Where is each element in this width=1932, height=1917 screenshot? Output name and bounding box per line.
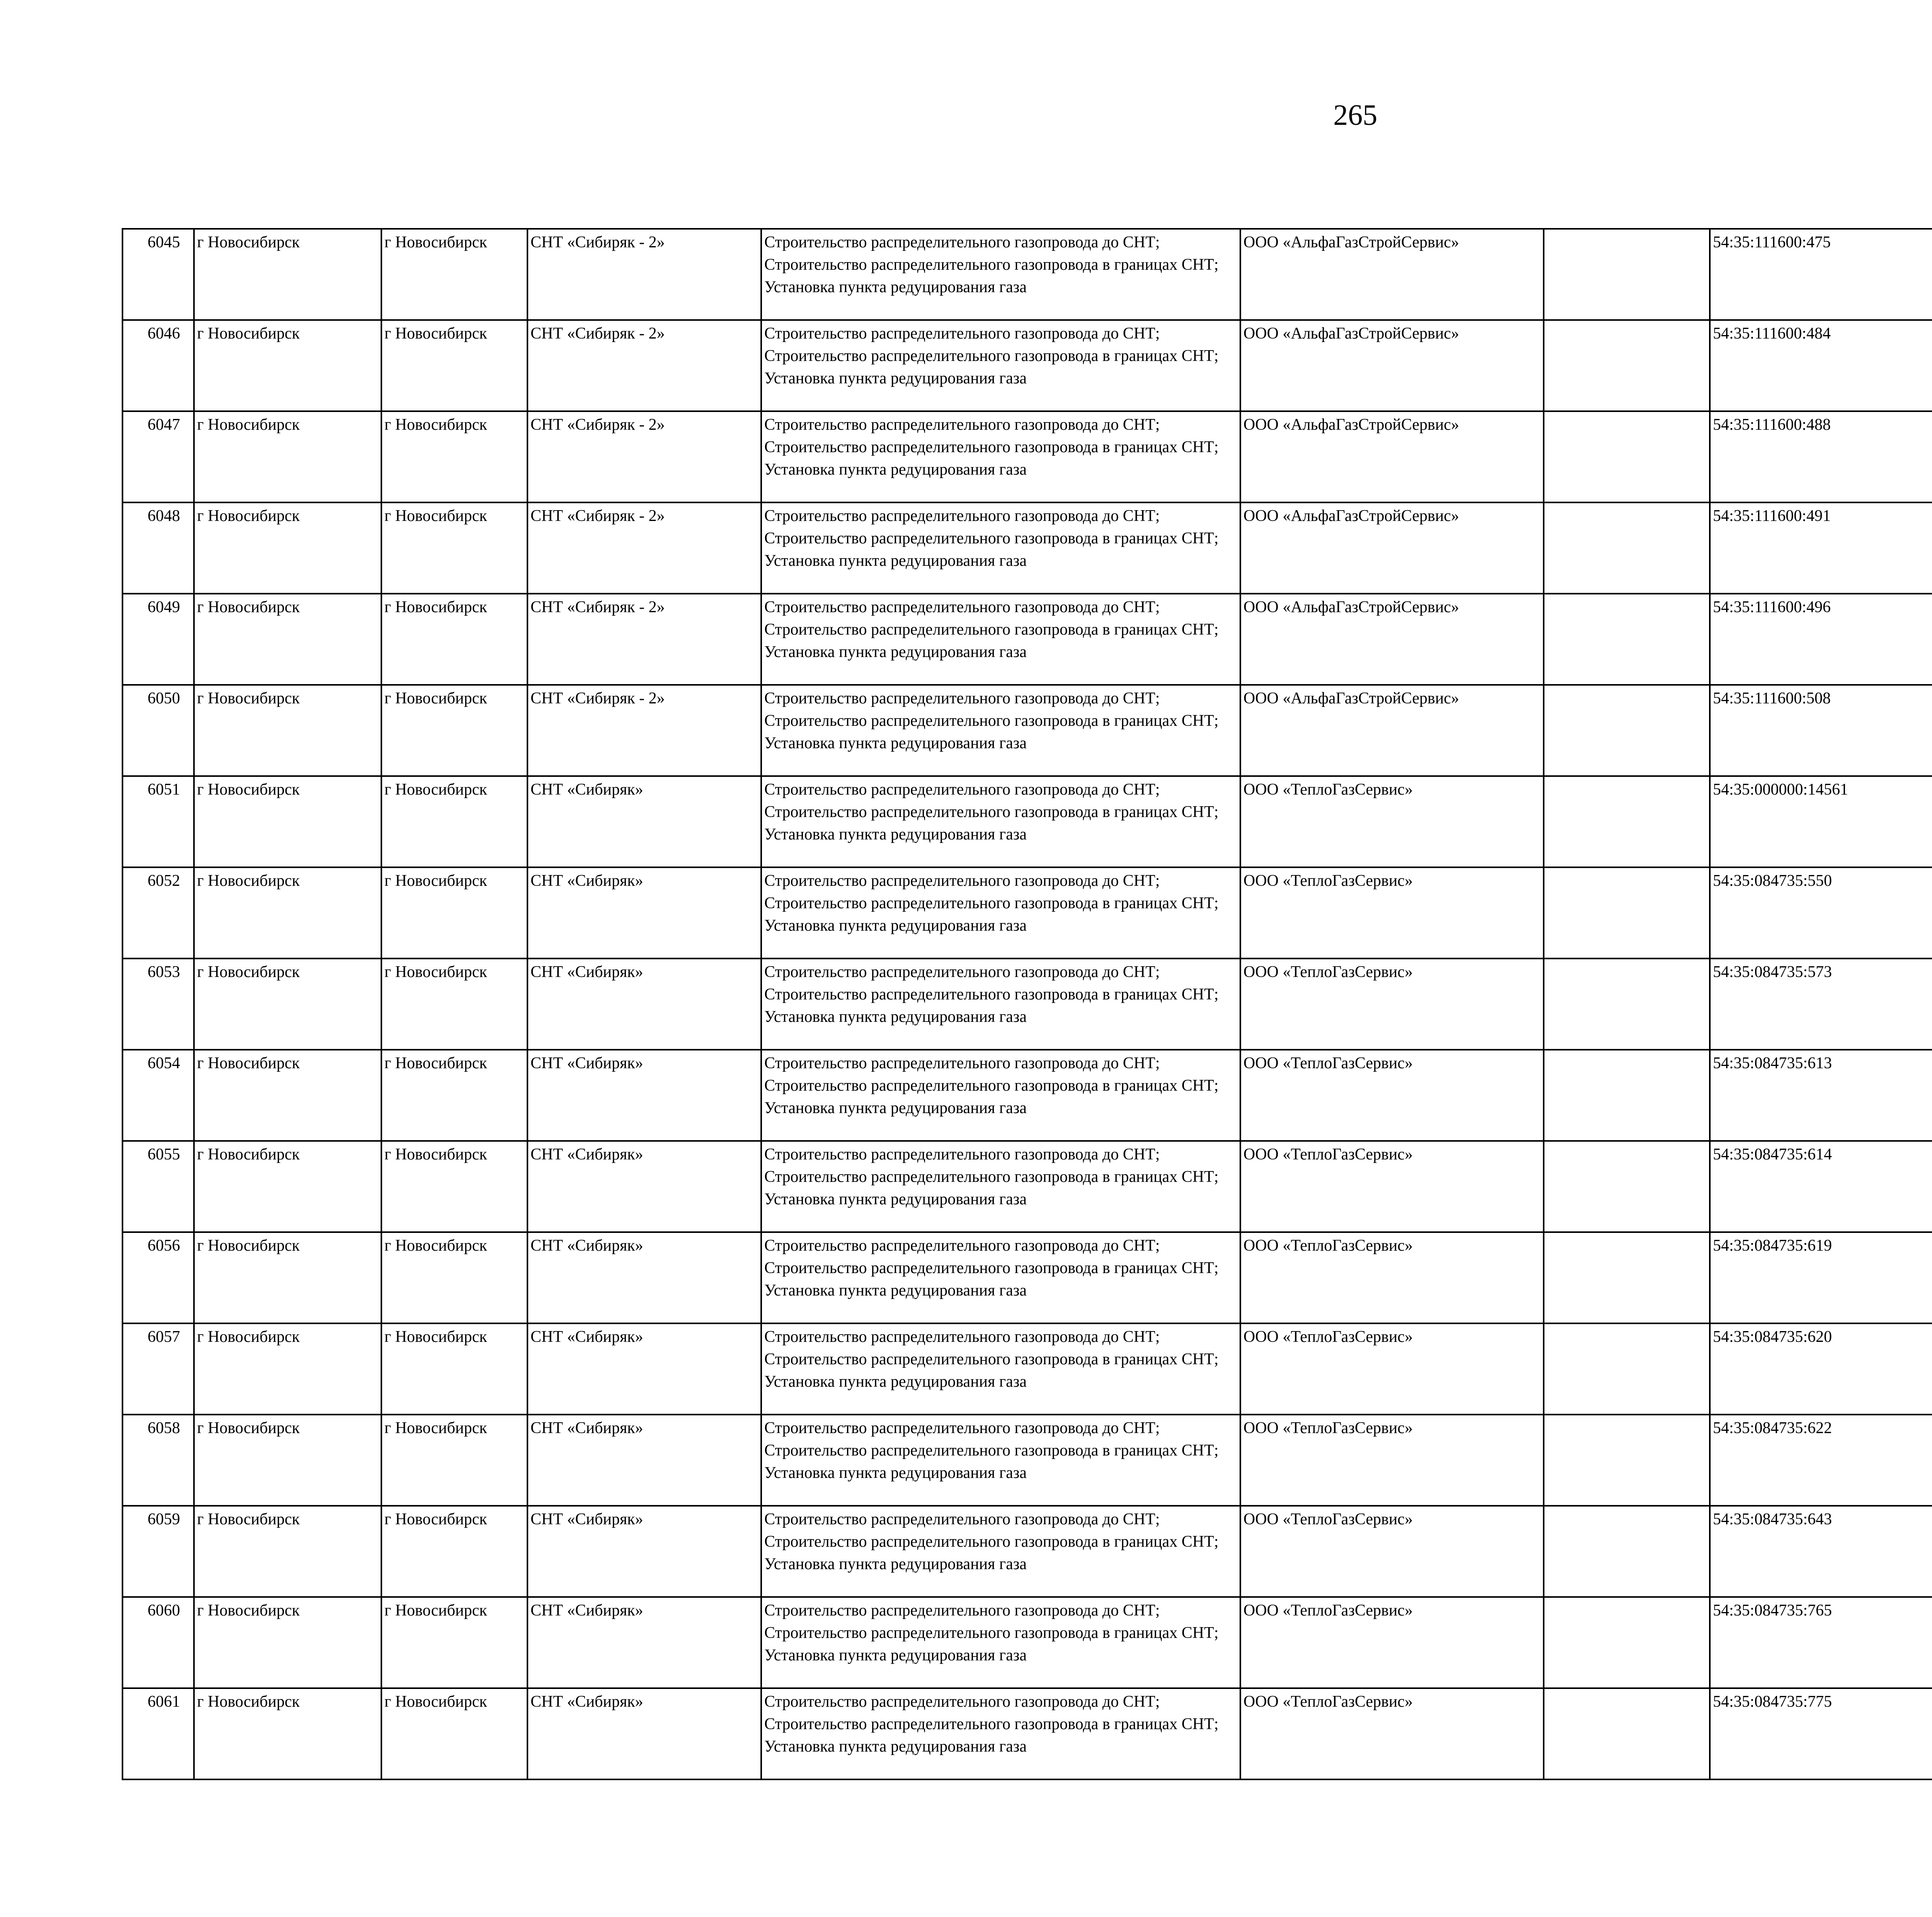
empty-cell — [1544, 685, 1710, 776]
cadastral-number-cell: 54:35:111600:491 — [1710, 502, 1932, 594]
object-name-cell: СНТ «Сибиряк» — [527, 1232, 761, 1323]
city-cell: г Новосибирск — [381, 1415, 527, 1506]
organization-cell: ООО «ТеплоГазСервис» — [1240, 1688, 1544, 1779]
cadastral-number-cell: 54:35:084735:613 — [1710, 1050, 1932, 1141]
empty-cell — [1544, 958, 1710, 1050]
district-cell: г Новосибирск — [194, 685, 381, 776]
cadastral-number-cell: 54:35:084735:765 — [1710, 1597, 1932, 1688]
table-row — [122, 1597, 1932, 1688]
cadastral-number-cell: 54:35:111600:496 — [1710, 594, 1932, 685]
row-number-cell: 6054 — [122, 1050, 194, 1141]
empty-cell — [1544, 1506, 1710, 1597]
organization-cell: ООО «ТеплоГазСервис» — [1240, 1141, 1544, 1232]
work-description-cell: Строительство распределительного газопровода до СНТ; Строительство распределительного газопровода в границах СНТ; Установка пункта редуцирования газа — [761, 229, 1240, 320]
work-description-cell: Строительство распределительного газопровода до СНТ; Строительство распределительного газопровода в границах СНТ; Установка пункта редуцирования газа — [761, 1323, 1240, 1415]
work-description-cell: Строительство распределительного газопровода до СНТ; Строительство распределительного газопровода в границах СНТ; Установка пункта редуцирования газа — [761, 1141, 1240, 1232]
object-name-cell: СНТ «Сибиряк - 2» — [527, 411, 761, 502]
object-name-cell: СНТ «Сибиряк - 2» — [527, 320, 761, 411]
district-cell: г Новосибирск — [194, 594, 381, 685]
organization-cell: ООО «АльфаГазСтройСервис» — [1240, 502, 1544, 594]
work-description-cell: Строительство распределительного газопровода до СНТ; Строительство распределительного газопровода в границах СНТ; Установка пункта редуцирования газа — [761, 776, 1240, 867]
object-name-cell: СНТ «Сибиряк» — [527, 867, 761, 958]
empty-cell — [1544, 1232, 1710, 1323]
district-cell: г Новосибирск — [194, 958, 381, 1050]
table-row — [122, 320, 1932, 411]
table-row — [122, 502, 1932, 594]
work-description-cell: Строительство распределительного газопровода до СНТ; Строительство распределительного газопровода в границах СНТ; Установка пункта редуцирования газа — [761, 320, 1240, 411]
city-cell: г Новосибирск — [381, 229, 527, 320]
cadastral-number-cell: 54:35:111600:508 — [1710, 685, 1932, 776]
organization-cell: ООО «ТеплоГазСервис» — [1240, 1323, 1544, 1415]
city-cell: г Новосибирск — [381, 594, 527, 685]
city-cell: г Новосибирск — [381, 1597, 527, 1688]
city-cell: г Новосибирск — [381, 1688, 527, 1779]
district-cell: г Новосибирск — [194, 1232, 381, 1323]
row-number-cell: 6056 — [122, 1232, 194, 1323]
organization-cell: ООО «ТеплоГазСервис» — [1240, 776, 1544, 867]
object-name-cell: СНТ «Сибиряк» — [527, 1141, 761, 1232]
empty-cell — [1544, 1597, 1710, 1688]
organization-cell: ООО «АльфаГазСтройСервис» — [1240, 411, 1544, 502]
table-row — [122, 594, 1932, 685]
data-table — [122, 228, 1932, 1780]
cadastral-number-cell: 54:35:084735:622 — [1710, 1415, 1932, 1506]
city-cell: г Новосибирск — [381, 1050, 527, 1141]
table-row — [122, 1415, 1932, 1506]
table-row — [122, 1506, 1932, 1597]
table-row — [122, 229, 1932, 320]
city-cell: г Новосибирск — [381, 502, 527, 594]
city-cell: г Новосибирск — [381, 411, 527, 502]
work-description-cell: Строительство распределительного газопровода до СНТ; Строительство распределительного газопровода в границах СНТ; Установка пункта редуцирования газа — [761, 502, 1240, 594]
empty-cell — [1544, 1323, 1710, 1415]
row-number-cell: 6048 — [122, 502, 194, 594]
work-description-cell: Строительство распределительного газопровода до СНТ; Строительство распределительного газопровода в границах СНТ; Установка пункта редуцирования газа — [761, 411, 1240, 502]
row-number-cell: 6051 — [122, 776, 194, 867]
work-description-cell: Строительство распределительного газопровода до СНТ; Строительство распределительного газопровода в границах СНТ; Установка пункта редуцирования газа — [761, 1506, 1240, 1597]
city-cell: г Новосибирск — [381, 1323, 527, 1415]
organization-cell: ООО «АльфаГазСтройСервис» — [1240, 594, 1544, 685]
cadastral-number-cell: 54:35:084735:775 — [1710, 1688, 1932, 1779]
object-name-cell: СНТ «Сибиряк» — [527, 1415, 761, 1506]
cadastral-number-cell: 54:35:084735:643 — [1710, 1506, 1932, 1597]
work-description-cell: Строительство распределительного газопровода до СНТ; Строительство распределительного газопровода в границах СНТ; Установка пункта редуцирования газа — [761, 1050, 1240, 1141]
work-description-cell: Строительство распределительного газопровода до СНТ; Строительство распределительного газопровода в границах СНТ; Установка пункта редуцирования газа — [761, 594, 1240, 685]
row-number-cell: 6057 — [122, 1323, 194, 1415]
city-cell: г Новосибирск — [381, 776, 527, 867]
empty-cell — [1544, 1050, 1710, 1141]
district-cell: г Новосибирск — [194, 1323, 381, 1415]
object-name-cell: СНТ «Сибиряк - 2» — [527, 685, 761, 776]
district-cell: г Новосибирск — [194, 1688, 381, 1779]
district-cell: г Новосибирск — [194, 867, 381, 958]
table-row — [122, 1050, 1932, 1141]
organization-cell: ООО «ТеплоГазСервис» — [1240, 1415, 1544, 1506]
city-cell: г Новосибирск — [381, 867, 527, 958]
city-cell: г Новосибирск — [381, 1141, 527, 1232]
district-cell: г Новосибирск — [194, 229, 381, 320]
cadastral-number-cell: 54:35:084735:619 — [1710, 1232, 1932, 1323]
cadastral-number-cell: 54:35:111600:484 — [1710, 320, 1932, 411]
row-number-cell: 6046 — [122, 320, 194, 411]
empty-cell — [1544, 229, 1710, 320]
table-row — [122, 411, 1932, 502]
row-number-cell: 6047 — [122, 411, 194, 502]
district-cell: г Новосибирск — [194, 776, 381, 867]
district-cell: г Новосибирск — [194, 1141, 381, 1232]
work-description-cell: Строительство распределительного газопровода до СНТ; Строительство распределительного газопровода в границах СНТ; Установка пункта редуцирования газа — [761, 1232, 1240, 1323]
table-row — [122, 958, 1932, 1050]
object-name-cell: СНТ «Сибиряк - 2» — [527, 229, 761, 320]
object-name-cell: СНТ «Сибиряк» — [527, 1050, 761, 1141]
cadastral-number-cell: 54:35:084735:614 — [1710, 1141, 1932, 1232]
page-number: 265 — [1333, 99, 1378, 131]
row-number-cell: 6053 — [122, 958, 194, 1050]
organization-cell: ООО «ТеплоГазСервис» — [1240, 1597, 1544, 1688]
table-row — [122, 1323, 1932, 1415]
organization-cell: ООО «АльфаГазСтройСервис» — [1240, 320, 1544, 411]
empty-cell — [1544, 1141, 1710, 1232]
district-cell: г Новосибирск — [194, 1597, 381, 1688]
row-number-cell: 6049 — [122, 594, 194, 685]
object-name-cell: СНТ «Сибиряк» — [527, 1506, 761, 1597]
organization-cell: ООО «ТеплоГазСервис» — [1240, 867, 1544, 958]
table-row — [122, 1232, 1932, 1323]
empty-cell — [1544, 502, 1710, 594]
object-name-cell: СНТ «Сибиряк» — [527, 958, 761, 1050]
city-cell: г Новосибирск — [381, 1506, 527, 1597]
cadastral-number-cell: 54:35:084735:620 — [1710, 1323, 1932, 1415]
work-description-cell: Строительство распределительного газопровода до СНТ; Строительство распределительного газопровода в границах СНТ; Установка пункта редуцирования газа — [761, 1688, 1240, 1779]
district-cell: г Новосибирск — [194, 1506, 381, 1597]
object-name-cell: СНТ «Сибиряк» — [527, 776, 761, 867]
object-name-cell: СНТ «Сибиряк - 2» — [527, 502, 761, 594]
table-row — [122, 867, 1932, 958]
district-cell: г Новосибирск — [194, 1050, 381, 1141]
city-cell: г Новосибирск — [381, 320, 527, 411]
empty-cell — [1544, 1415, 1710, 1506]
cadastral-number-cell: 54:35:000000:14561 — [1710, 776, 1932, 867]
district-cell: г Новосибирск — [194, 1415, 381, 1506]
object-name-cell: СНТ «Сибиряк» — [527, 1688, 761, 1779]
work-description-cell: Строительство распределительного газопровода до СНТ; Строительство распределительного газопровода в границах СНТ; Установка пункта редуцирования газа — [761, 685, 1240, 776]
city-cell: г Новосибирск — [381, 685, 527, 776]
work-description-cell: Строительство распределительного газопровода до СНТ; Строительство распределительного газопровода в границах СНТ; Установка пункта редуцирования газа — [761, 1597, 1240, 1688]
object-name-cell: СНТ «Сибиряк - 2» — [527, 594, 761, 685]
cadastral-number-cell: 54:35:084735:550 — [1710, 867, 1932, 958]
organization-cell: ООО «АльфаГазСтройСервис» — [1240, 229, 1544, 320]
object-name-cell: СНТ «Сибиряк» — [527, 1597, 761, 1688]
empty-cell — [1544, 411, 1710, 502]
work-description-cell: Строительство распределительного газопровода до СНТ; Строительство распределительного газопровода в границах СНТ; Установка пункта редуцирования газа — [761, 1415, 1240, 1506]
table-row — [122, 685, 1932, 776]
row-number-cell: 6058 — [122, 1415, 194, 1506]
organization-cell: ООО «ТеплоГазСервис» — [1240, 1232, 1544, 1323]
row-number-cell: 6059 — [122, 1506, 194, 1597]
organization-cell: ООО «АльфаГазСтройСервис» — [1240, 685, 1544, 776]
row-number-cell: 6045 — [122, 229, 194, 320]
table-row — [122, 1141, 1932, 1232]
empty-cell — [1544, 867, 1710, 958]
district-cell: г Новосибирск — [194, 411, 381, 502]
row-number-cell: 6061 — [122, 1688, 194, 1779]
table-body — [122, 229, 1932, 1779]
organization-cell: ООО «ТеплоГазСервис» — [1240, 1506, 1544, 1597]
object-name-cell: СНТ «Сибиряк» — [527, 1323, 761, 1415]
empty-cell — [1544, 776, 1710, 867]
organization-cell: ООО «ТеплоГазСервис» — [1240, 1050, 1544, 1141]
empty-cell — [1544, 1688, 1710, 1779]
district-cell: г Новосибирск — [194, 320, 381, 411]
row-number-cell: 6055 — [122, 1141, 194, 1232]
organization-cell: ООО «ТеплоГазСервис» — [1240, 958, 1544, 1050]
row-number-cell: 6050 — [122, 685, 194, 776]
city-cell: г Новосибирск — [381, 958, 527, 1050]
row-number-cell: 6052 — [122, 867, 194, 958]
work-description-cell: Строительство распределительного газопровода до СНТ; Строительство распределительного газопровода в границах СНТ; Установка пункта редуцирования газа — [761, 958, 1240, 1050]
table-row — [122, 1688, 1932, 1779]
empty-cell — [1544, 320, 1710, 411]
row-number-cell: 6060 — [122, 1597, 194, 1688]
cadastral-number-cell: 54:35:084735:573 — [1710, 958, 1932, 1050]
cadastral-number-cell: 54:35:111600:475 — [1710, 229, 1932, 320]
work-description-cell: Строительство распределительного газопровода до СНТ; Строительство распределительного газопровода в границах СНТ; Установка пункта редуцирования газа — [761, 867, 1240, 958]
city-cell: г Новосибирск — [381, 1232, 527, 1323]
table-row — [122, 776, 1932, 867]
district-cell: г Новосибирск — [194, 502, 381, 594]
cadastral-number-cell: 54:35:111600:488 — [1710, 411, 1932, 502]
empty-cell — [1544, 594, 1710, 685]
